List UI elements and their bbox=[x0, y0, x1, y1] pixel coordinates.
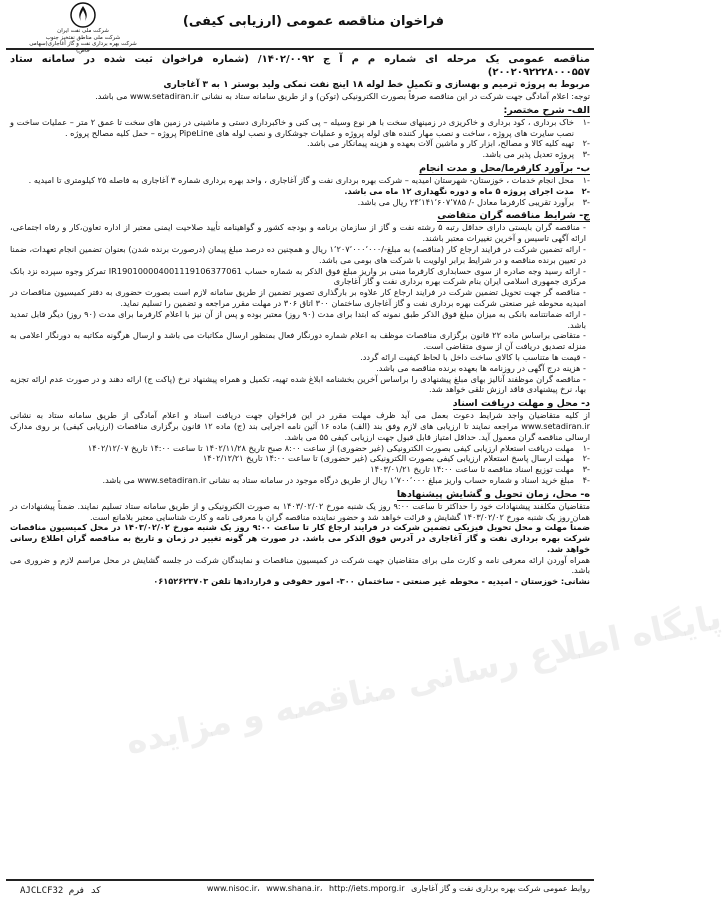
footer-link[interactable]: www.shana.ir bbox=[266, 884, 320, 893]
flame-logo-icon bbox=[70, 2, 96, 28]
list-item: -۱ مهلت دریافت استعلام ارزیابی کیفی بصورت الکترونیکی (غیر حضوری) از ساعت ۸:۰۰ صبح تاریخ ۱۴۰۲/۱۱/۲۸ تا ساعت ۱۴:۰۰ تاریخ ۱۴۰۲/۱۲/۰۷ bbox=[87, 442, 590, 453]
paragraph: ضمناً مهلت و محل تحویل فیزیکی تضمین شرکت در فرایند ارجاع کار تا ساعت ۹:۰۰ روز یک شنبه مورخ ۱۴۰۳/۰۲/۰۲ در محل کمیسیون مناقصات شرکت بهره برداری نفت و گاز آغاجاری در آدرس فوق الذکر می باشد. در صورت هر گونه تغییر در زمان و تاریخ به مناقصه گران اطلاع رسانی خواهد شد. bbox=[10, 522, 591, 554]
footer-link[interactable]: http://iets.mporg.ir bbox=[329, 884, 405, 893]
list-item: -۳ برآورد تقریبی کارفرما معادل -/ ۲۴٬۱۴۱٬۶۰۷٬۷۸۵ ریال می باشد. bbox=[357, 196, 590, 207]
list-item: - مناقصه گران موظفند آنالیز بهای مبلغ پیشنهادی را براساس آخرین بخشنامه ابلاغ شده تهیه، تکمیل و همراه پیشنهاد نرخ (پاکت ج) ارائه دهند و در صورت عدم ارائه تجزیه بها، نرخ پیشنهادی فاقد ارزش تلقی خواهد شد. bbox=[10, 373, 586, 395]
list-item: - ارائه ضمانتنامه بانکی به میزان مبلغ فوق الذکر طبق نمونه که ابتدا برای مدت (۹۰ روز) معتبر بوده و پس از آن نیز با اعلام کارفرما برای مدت (۹۰ روز) دیگر قابل تمدید باشد. bbox=[10, 308, 586, 330]
list-item: - ارائه تضمین شرکت در فرایند ارجاع کار (مناقصه) به مبلغ-/۱٬۲۰۷٬۰۰۰٬۰۰۰ ریال و همچنین ده درصد مبلغ پیمان (درصورت برنده شدن) بعنوان تضمین انجام تعهدات، ضمنا در تعیین برنده مناقصه و در شرایط برابر اولویت با شرکت های بومی می باشد. bbox=[10, 243, 587, 265]
footer-links: روابط عمومی شرکت بهره برداری نفت و گاز آغاجاری www.nisoc.ir، www.shana.ir، http://iets.mporg.ir bbox=[206, 884, 590, 893]
list-item: - متقاضی براساس ماده ۲۲ قانون برگزاری مناقصات موظف به اعلام شماره دورنگار فعال بمنظور ارسال مکاتبات می باشد و ارسال هرگونه مکاتبه به دورنگار اعلامی به منزله تصدیق دریافت آن از سوی متقاضی است. bbox=[10, 330, 586, 352]
form-code: AJCLCF32 کد فرم bbox=[20, 886, 102, 896]
list-item: - ارائه رسید وجه صادره از سوی حسابداری کارفرما مبنی بر واریز مبلغ فوق الذکر به شماره حساب IR190100004001119106377061 تمرکز وجوه سپرده نزد بانک مرکزی جمهوری اسلامی ایران بنام شرکت بهره برداری نفت و گاز آغاجاری bbox=[10, 265, 586, 287]
section-d-heading: د- محل و مهلت دریافت اسناد bbox=[452, 398, 590, 410]
section-a-heading: الف- شرح مختصر: bbox=[503, 104, 590, 116]
list-item: -۱ خاک برداری ، کود برداری و خاکریزی در زمینهای سخت با هر نوع وسیله – پی کنی و خاکبرداری دستی و ماشینی در زمین های سخت تا عمق ۲ متر – عملیات ساخت و نصب سایرت های پروژه ، ساخت و نصب مهار کننده های لوله پروژه و عملیات جوشکاری و نصب لوله های PipeLine پروژه – حمل کلیه مصالح پروژه . bbox=[10, 116, 590, 138]
logo-line: شرکت ملی نفت ایران bbox=[57, 28, 109, 34]
footer-link[interactable]: www.nisoc.ir bbox=[206, 884, 258, 893]
logo-line: شرکت بهره برداری نفت و گاز آغاجاری(سهامی خاص) bbox=[29, 41, 137, 54]
paragraph: همراه آوردن ارائه معرفی نامه و کارت ملی برای متقاضیان جهت شرکت در کمیسیون مناقصات و نمایندگان شرکت در جلسه گشایش در محل مراسم لازم و ضروری می باشد. bbox=[10, 554, 590, 576]
page-title: فراخوان مناقصه عمومی (ارزیابی کیفی) bbox=[182, 14, 444, 29]
logo-line: شرکت ملی مناطق نفتخیز جنوب bbox=[45, 34, 121, 41]
footer-org: روابط عمومی شرکت بهره برداری نفت و گاز آغاجاری bbox=[411, 884, 590, 893]
list-item: -۴ مبلغ خرید اسناد و شماره حساب واریز مبلغ ۱٬۷۰۰٬۰۰۰ ریال از طریق درگاه موجود در سامانه ستاد به نشانی www.setadiran.ir می باشد. bbox=[102, 474, 590, 485]
notice-body bbox=[6, 50, 594, 587]
address-line: نشانی: خوزستان - امیدیه - محوطه غیر صنعتی - ساختمان ۳۰۰- امور حقوقی و قراردادها تلفن ۰۶۱۵۲۶۲۳۷۰۳ bbox=[153, 576, 590, 587]
project-subtitle: مربوط به پروژه ترمیم و بهسازی و تکمیل خط لوله ۱۸ اینچ نفت نمکی ولید بوستر ۱ به ۳ آغاجاری bbox=[163, 80, 590, 90]
tender-title: مناقصه عمومی یک مرحله ای شماره م م آ ج ۱۴۰۲/۰۰۹۲/ (شماره فراخوان ثبت شده در سامانه ستاد ۲۰۰۲۰۹۲۲۲۸۰۰۰۵۵۷) bbox=[10, 54, 590, 78]
list-item: -۱ محل انجام خدمات ، خوزستان- شهرستان امیدیه – شرکت بهره برداری نفت و گاز آغاجاری ، واحد بهره برداری شماره ۳ آغاجاری به فاصله ۲۵ کیلومتری تا امیدیه . bbox=[28, 174, 590, 185]
list-item: - مناقصه گران بایستی دارای حداقل رتبه ۵ رشته نفت و گاز از سازمان برنامه و بودجه کشور و گواهینامه تأیید صلاحیت ایمنی معتبر از اداره تعاون،کار و رفاه اجتماعی، ارائه آگهی تاسیس و آخرین تغییرات معتبر باشند. bbox=[10, 222, 587, 244]
list-item: - هزینه درج آگهی در روزنامه ها بعهده برنده مناقصه می باشد. bbox=[376, 362, 586, 373]
list-item: -۳ مهلت توزیع اسناد مناقصه تا ساعت ۱۴:۰۰ تاریخ ۱۴۰۳/۰۱/۲۱ bbox=[370, 464, 590, 475]
paragraph: متقاضیان مکلفند پیشنهادات خود را حداکثر تا ساعت ۹:۰۰ روز یک شنبه مورخ ۱۴۰۳/۰۲/۰۲ به صورت الکترونیکی و از طریق سامانه ستاد تسلیم نمایند. ضمناً پیشنهادات در همان روز یک شنبه مورخ ۱۴۰۳/۰۲/۰۲ گشایش و قرائت خواهد شد و حضور نماینده مناقصه گران با معرفی نامه و کارت شناسایی معتبر بلامانع است. bbox=[10, 500, 590, 522]
section-e-heading: ه- محل، زمان تحویل و گشایش پیشنهادها bbox=[396, 488, 590, 500]
section-c-heading: ج- شرایط مناقصه گران متقاضی bbox=[437, 210, 590, 222]
list-item: -۳ پروژه تعدیل پذیر می باشد. bbox=[482, 149, 590, 160]
notice-note: توجه: اعلام آمادگی جهت شرکت در این مناقصه صرفاً بصورت الکترونیکی (توکن) و از طریق سامانه ستاد به نشانی www.setadiran.ir می باشد. bbox=[95, 91, 590, 101]
section-d-intro: از کلیه متقاضیان واجد شرایط دعوت بعمل می آید ظرف مهلت مقرر در این فراخوان جهت دریافت اسناد و اعلام آمادگی از طریق سامانه ستاد به نشانی www.setadiran.ir مراجعه نمایند تا ارزیابی های لازم وفق بند (الف) ماده ۱۶ آئین نامه اجرایی بند (ج) ماده ۱۲ قانون برگزاری مناقصات (ارزیابی کیفی) بر روی مدارک ارسالی مناقصه گران معمول آید. حداقل امتیاز قابل قبول جهت ارزیابی کیفی ۵۵ می باشد. bbox=[10, 410, 591, 442]
footer bbox=[6, 879, 594, 905]
list-item: -۲ تهیه کلیه کالا و مصالح، ابزار کار و ماشین آلات بعهده و هزینه پیمانکار می باشد. bbox=[306, 138, 590, 149]
watermark: پایگاه اطلاع رسانی مناقصه و مزایده bbox=[122, 597, 725, 763]
header bbox=[6, 0, 594, 54]
list-item: - مناقصه گر جهت تحویل تضمین شرکت در فرایند ارجاع کار علاوه بر بارگذاری تصویر تضمین از طریق سامانه لازم است بصورت حضوری به دفتر کمیسیون مناقصات در امیدیه محوطه غیر صنعتی شرکت بهره برداری نفت و گاز آغاجاری ساختمان ۳۰۰ اتاق ۳۰۶ در مهلت مقرر مراجعه و تضمین را تسلیم نماید. bbox=[10, 287, 586, 308]
list-item: -۲ مدت اجرای پروژه ۵ ماه و دوره نگهداری ۱۲ ماه می باشد. bbox=[344, 185, 590, 196]
section-b-heading: ب- برآورد کارفرما/محل و مدت انجام bbox=[419, 162, 590, 174]
list-item: -۲ مهلت ارسال پاسخ استعلام ارزیابی کیفی بصورت الکترونیکی (غیر حضوری) تا ساعت ۱۴:۰۰ تاریخ ۱۴۰۲/۱۲/۲۱ bbox=[202, 453, 590, 464]
company-logo bbox=[28, 2, 138, 54]
list-item: - قیمت ها متناسب با کالای ساخت داخل با لحاظ کیفیت ارائه گردد. bbox=[360, 351, 586, 362]
